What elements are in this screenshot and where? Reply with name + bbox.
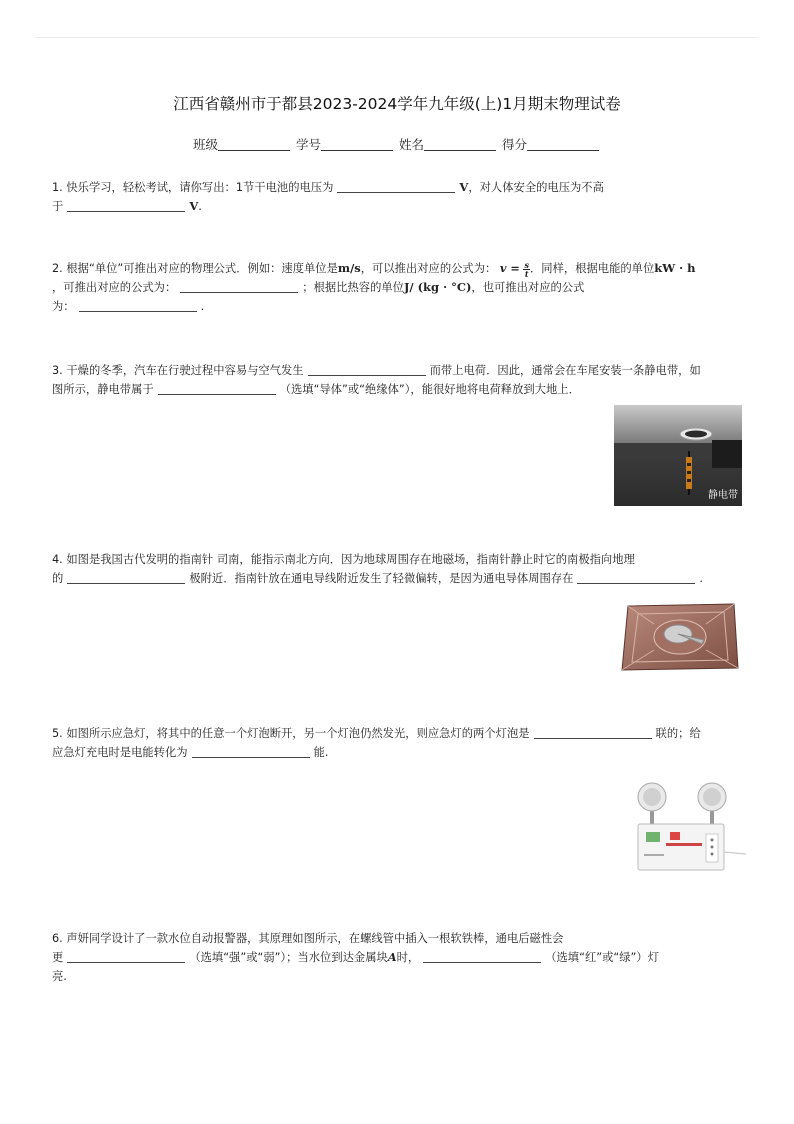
question-5-text: 联的；给	[655, 727, 701, 740]
unit-energy: kW · h	[654, 261, 696, 275]
answer-blank[interactable]	[67, 950, 185, 963]
question-2-text: .	[200, 300, 205, 313]
question-1-line-1	[52, 178, 742, 197]
name-label: 姓名	[398, 137, 424, 152]
sinan-compass-photo	[620, 600, 740, 672]
name-blank[interactable]	[424, 137, 496, 151]
question-4	[52, 550, 742, 588]
sinan-compass-illustration	[620, 600, 740, 672]
question-3-line-1	[52, 361, 742, 380]
fraction-denominator: t	[524, 268, 529, 279]
variable-a: A	[387, 950, 397, 964]
page-top-divider	[36, 37, 758, 38]
question-2-text: ，也可推出对应的公式	[471, 281, 585, 294]
question-6-line-3: 亮.	[52, 970, 67, 983]
question-2-text: ，可推出对应的公式为：	[52, 281, 177, 294]
question-1-text: 1. 快乐学习，轻松考试，请你写出：1节干电池的电压为	[52, 181, 334, 194]
question-3	[52, 361, 742, 399]
student-info-row	[0, 135, 794, 153]
question-5	[52, 724, 742, 762]
question-1-text: .	[198, 200, 202, 213]
question-4-text: 极附近．指南针放在通电导线附近发生了轻微偏转，是因为通电导体周围存在	[189, 572, 574, 585]
answer-blank[interactable]	[534, 726, 652, 739]
question-2-text: 2. 根据“单位”可推出对应的物理公式．例如：速度单位是	[52, 262, 338, 275]
answer-blank[interactable]	[308, 363, 426, 376]
car-static-strap-photo	[614, 405, 742, 506]
question-6-text: 时，	[396, 951, 420, 964]
unit-specific-heat: J/ (kg · °C)	[403, 280, 472, 294]
question-2-text: ．同样，根据电能的单位	[530, 262, 655, 275]
fraction-numerator: s	[524, 259, 529, 270]
question-5-text: 应急灯充电时是电能转化为	[52, 746, 188, 759]
question-4-text: .	[699, 572, 704, 585]
score-blank[interactable]	[527, 137, 599, 151]
unit-volt: V	[189, 199, 199, 213]
question-2-text: ，可以推出对应的公式为：	[360, 262, 497, 275]
question-6-line-2	[52, 948, 742, 967]
unit-speed: m/s	[337, 261, 361, 275]
question-2-line-2	[52, 278, 752, 297]
question-6-text: 更	[52, 951, 64, 964]
answer-blank[interactable]	[180, 280, 298, 293]
emergency-light-illustration	[630, 780, 746, 872]
answer-blank[interactable]	[79, 299, 197, 312]
formula-velocity: v =	[499, 261, 520, 275]
question-6-text: （选填“强”或“弱”）；当水位到达金属块	[189, 951, 388, 964]
question-5-line-1	[52, 724, 742, 743]
class-label: 班级	[192, 137, 218, 152]
question-2-text: 为：	[52, 300, 75, 313]
number-label: 学号	[295, 137, 321, 152]
answer-blank[interactable]	[423, 950, 541, 963]
question-2	[52, 259, 752, 316]
question-6	[52, 929, 742, 986]
question-6-line-1: 6. 声妍同学设计了一款水位自动报警器，其原理如图所示，在螺线管中插入一根软铁棒，通电后磁性会	[52, 932, 564, 945]
score-label: 得分	[501, 137, 527, 152]
question-6-text: （选填“红”或“绿”）灯	[545, 951, 659, 964]
question-5-text: 能.	[313, 746, 329, 759]
emergency-light-photo	[630, 780, 746, 872]
question-1-text: ，对人体安全的电压为不高	[468, 181, 604, 194]
question-2-line-1	[52, 259, 752, 278]
question-3-text: （选填“导体”或“绝缘体”），能很好地将电荷释放到大地上．	[279, 383, 580, 396]
answer-blank[interactable]	[158, 382, 276, 395]
question-5-text: 5. 如图所示应急灯，将其中的任意一个灯泡断开，另一个灯泡仍然发光，则应急灯的两个灯泡是	[52, 727, 530, 740]
answer-blank[interactable]	[67, 571, 185, 584]
question-1-text: 于	[52, 200, 64, 213]
answer-blank[interactable]	[337, 180, 455, 193]
question-2-line-3	[52, 297, 752, 316]
number-blank[interactable]	[321, 137, 393, 151]
answer-blank[interactable]	[67, 199, 185, 212]
question-4-line-2	[52, 569, 742, 588]
question-2-text: ；根据比热容的单位	[302, 281, 404, 294]
page-title: 江西省赣州市于都县2023-2024学年九年级(上)1月期末物理试卷	[173, 95, 621, 113]
question-4-text: 的	[52, 572, 64, 585]
question-5-line-2	[52, 743, 742, 762]
answer-blank[interactable]	[577, 571, 695, 584]
question-1	[52, 178, 742, 216]
static-strap-label: 静电带	[708, 490, 738, 501]
question-3-text: 图所示，静电带属于	[52, 383, 154, 396]
question-3-text: 3. 干燥的冬季，汽车在行驶过程中容易与空气发生	[52, 364, 304, 377]
question-4-line-1: 4. 如图是我国古代发明的指南针 司南，能指示南北方向．因为地球周围存在地磁场，指南针静止时它的南极指向地理	[52, 553, 635, 566]
unit-volt: V	[459, 180, 469, 194]
question-3-text: 而带上电荷．因此，通常会在车尾安装一条静电带，如	[429, 364, 701, 377]
answer-blank[interactable]	[192, 745, 310, 758]
question-3-line-2	[52, 380, 742, 399]
question-1-line-2	[52, 197, 742, 216]
class-blank[interactable]	[218, 137, 290, 151]
